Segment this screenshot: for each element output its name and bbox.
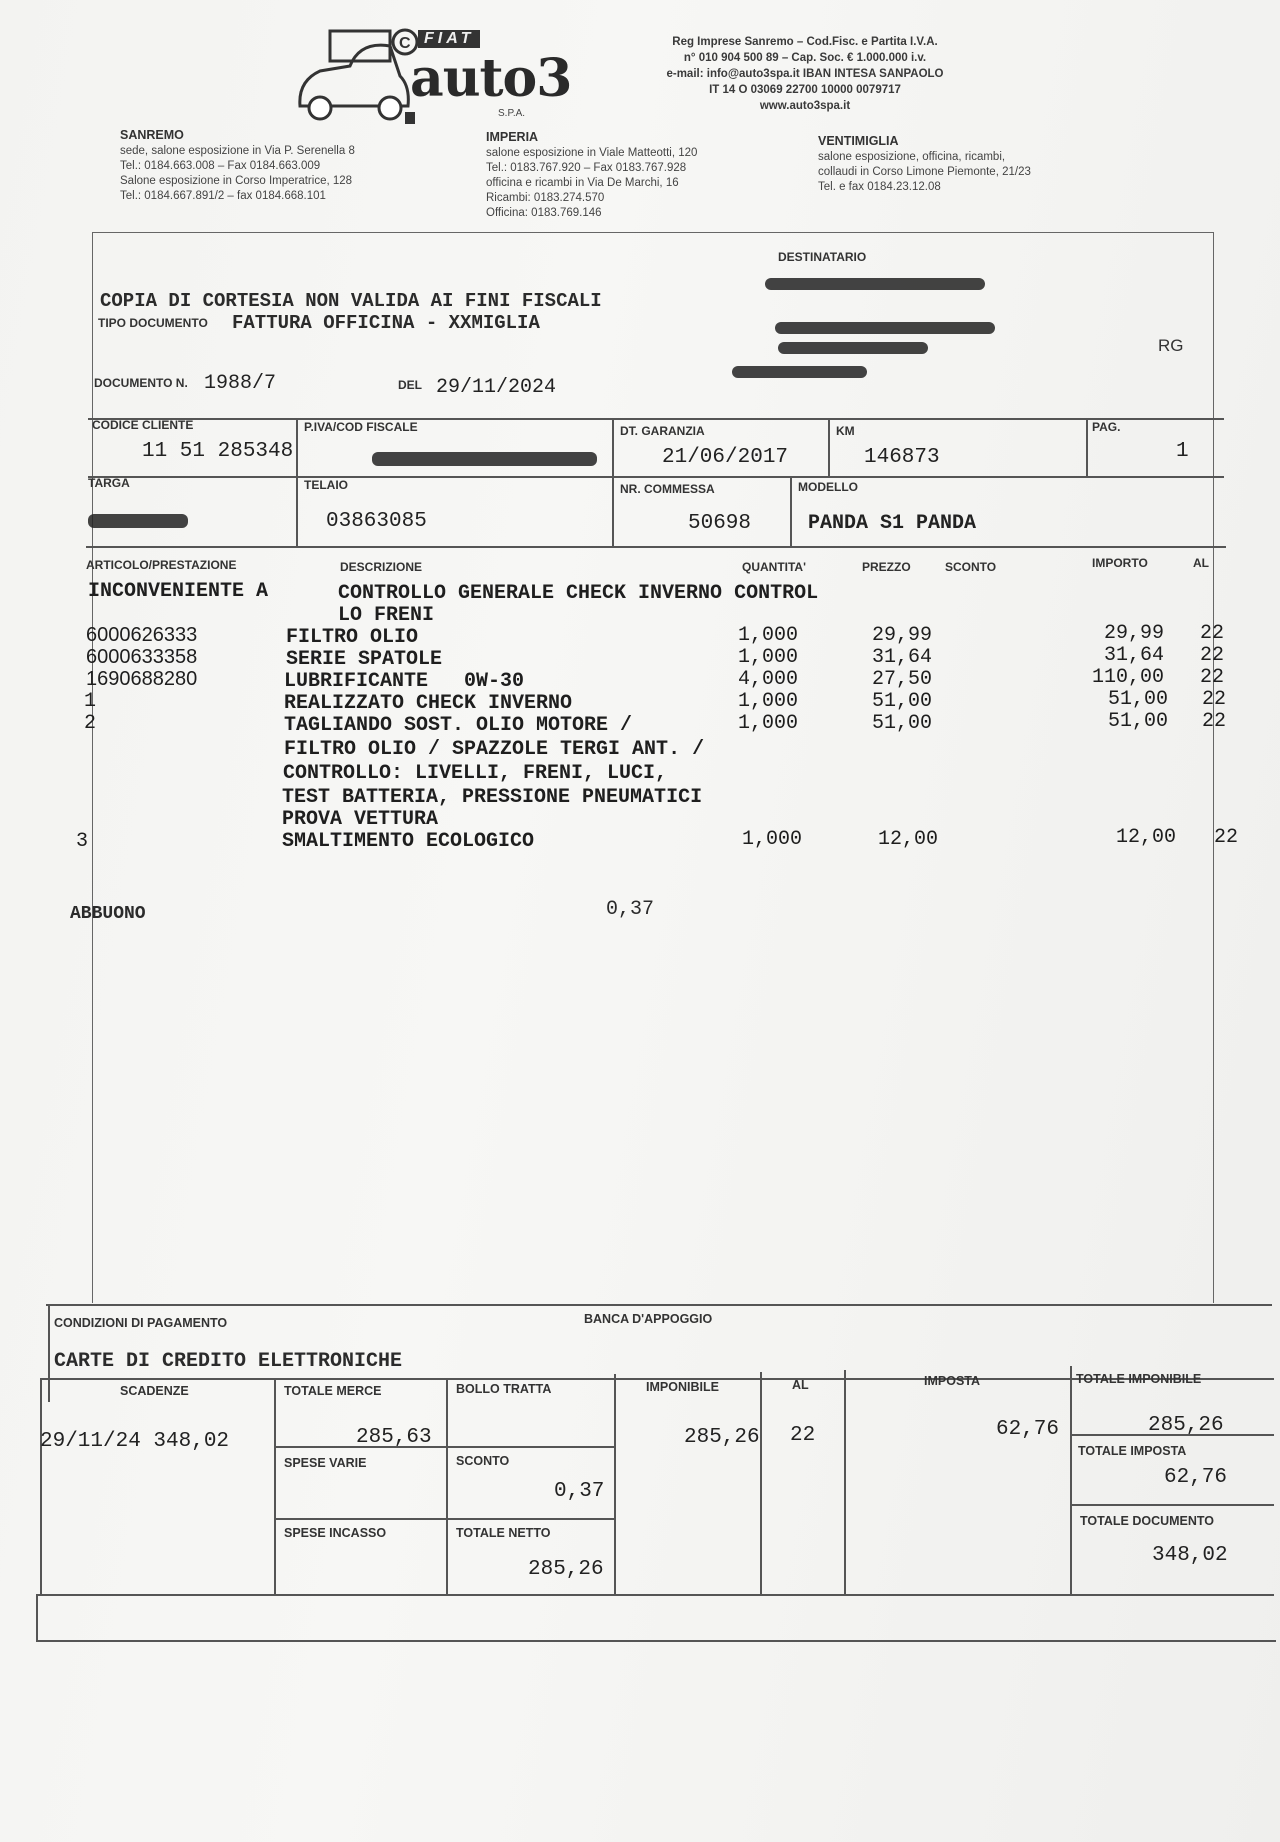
grid-line (828, 418, 830, 478)
line-qty: 1,000 (737, 690, 798, 713)
grid-line (88, 418, 1224, 420)
grid-line (614, 1374, 616, 1594)
branch-line: Tel. e fax 0184.23.12.08 (818, 181, 941, 193)
line-price: 29,99 (871, 624, 932, 647)
al-footer-value: 22 (790, 1424, 816, 1447)
line-code: 3 (76, 830, 89, 853)
grid-line (36, 1640, 1276, 1642)
line-desc: TEST BATTERIA, PRESSIONE PNEUMATICI (282, 786, 703, 809)
redacted-recipient (775, 322, 995, 334)
branch-line: Tel.: 0184.663.008 – Fax 0184.663.009 (120, 160, 321, 172)
redacted-targa (88, 514, 188, 528)
line-desc: SERIE SPATOLE (286, 648, 443, 671)
sconto-label: SCONTO (456, 1454, 510, 1468)
line-code: 6000626333 (86, 624, 198, 646)
telaio-value: 03863085 (326, 510, 427, 533)
line-desc: LO FRENI (338, 604, 435, 627)
al-footer-label: AL (792, 1378, 809, 1392)
line-desc: LUBRIFICANTE 0W-30 (284, 670, 525, 693)
company-line: IT 14 O 03069 22700 10000 0079717 (709, 84, 901, 96)
branch-ventimiglia (818, 134, 1031, 195)
line-desc: REALIZZATO CHECK INVERNO (284, 692, 573, 715)
copy-note: COPIA DI CORTESIA NON VALIDA AI FINI FISCALI (100, 290, 602, 312)
documento-number: 1988/7 (204, 372, 277, 395)
totale-merce-value: 285,63 (356, 1426, 432, 1449)
tot-imposta-value: 62,76 (1164, 1466, 1228, 1489)
line-qty: 1,000 (737, 624, 798, 647)
line-desc: TAGLIANDO SOST. OLIO MOTORE / (284, 714, 633, 737)
line-code: 1690688280 (86, 668, 198, 690)
abbuono-value: 0,37 (606, 898, 655, 921)
tot-documento-value: 348,02 (1152, 1544, 1228, 1567)
grid-line (612, 418, 614, 546)
grid-line (274, 1378, 276, 1594)
codice-cliente-label: CODICE CLIENTE (92, 418, 194, 432)
redacted-recipient (778, 342, 928, 354)
imponibile-label: IMPONIBILE (646, 1380, 719, 1394)
line-price: 51,00 (871, 690, 932, 713)
company-line: e-mail: info@auto3spa.it IBAN INTESA SANPAOLO (666, 68, 944, 80)
line-price: 31,64 (871, 646, 932, 669)
spese-incasso-label: SPESE INCASSO (284, 1526, 387, 1540)
grid-line (38, 1594, 1274, 1596)
branch-line: Tel.: 0184.667.891/2 – fax 0184.668.101 (120, 190, 326, 202)
grid-line (844, 1370, 846, 1594)
branch-name: VENTIMIGLIA (818, 134, 899, 148)
pag-value: 1 (1176, 440, 1189, 463)
grid-line (36, 1594, 38, 1640)
condizioni-value: CARTE DI CREDITO ELETTRONICHE (54, 1350, 403, 1373)
branch-name: IMPERIA (486, 130, 539, 144)
line-desc: SMALTIMENTO ECOLOGICO (282, 830, 535, 853)
line-amount: 51,00 (1107, 710, 1168, 733)
company-line: Reg Imprese Sanremo – Cod.Fisc. e Partita I.V.A. (672, 36, 938, 48)
grid-line (88, 476, 1224, 478)
tipo-documento-label: TIPO DOCUMENTO (98, 316, 208, 330)
line-code: 1 (84, 690, 97, 713)
branch-name: SANREMO (120, 128, 184, 142)
col-articolo: ARTICOLO/PRESTAZIONE (86, 558, 237, 572)
scadenze-value: 29/11/24 348,02 (40, 1430, 230, 1453)
pag-label: PAG. (1092, 420, 1121, 434)
line-amount: 12,00 (1115, 826, 1176, 849)
grid-line (760, 1372, 762, 1594)
garanzia-label: DT. GARANZIA (620, 424, 705, 438)
col-sconto: SCONTO (945, 560, 997, 574)
grid-line (1070, 1366, 1072, 1594)
grid-line (40, 1378, 42, 1594)
line-qty: 4,000 (737, 668, 798, 691)
imposta-value: 62,76 (996, 1418, 1060, 1441)
totale-netto-value: 285,26 (528, 1558, 604, 1581)
document-date: 29/11/2024 (436, 376, 557, 399)
grid-line (790, 476, 792, 546)
line-code: 6000633358 (86, 646, 198, 668)
col-al: AL (1193, 556, 1209, 570)
line-price: 51,00 (871, 712, 932, 735)
bollo-label: BOLLO TRATTA (456, 1382, 552, 1396)
line-desc: PROVA VETTURA (282, 808, 439, 831)
grid-line (86, 546, 1226, 548)
line-amount: 31,64 (1103, 644, 1164, 667)
grid-line (446, 1378, 448, 1594)
km-value: 146873 (864, 446, 940, 469)
del-label: DEL (398, 378, 422, 392)
branch-line: Tel.: 0183.767.920 – Fax 0183.767.928 (486, 162, 687, 174)
col-importo: IMPORTO (1092, 556, 1148, 570)
line-code: 2 (84, 712, 97, 735)
grid-line (48, 1306, 50, 1402)
codice-cliente-value: 11 51 285348 (142, 440, 294, 463)
line-vat: 22 (1200, 666, 1225, 689)
scadenze-label: SCADENZE (120, 1384, 189, 1398)
branch-line: officina e ricambi in Via De Marchi, 16 (486, 177, 679, 189)
col-descrizione: DESCRIZIONE (340, 560, 423, 574)
branch-line: salone esposizione, officina, ricambi, (818, 151, 1006, 163)
condizioni-label: CONDIZIONI DI PAGAMENTO (54, 1316, 228, 1330)
documento-label: DOCUMENTO N. (94, 376, 188, 390)
modello-label: MODELLO (798, 480, 858, 494)
sconto-value: 0,37 (554, 1480, 605, 1503)
line-desc: CONTROLLO: LIVELLI, FRENI, LUCI, (283, 762, 668, 785)
line-vat: 22 (1200, 644, 1225, 667)
tot-documento-label: TOTALE DOCUMENTO (1080, 1514, 1215, 1528)
fiat-mark: FIAT (418, 30, 480, 48)
branch-imperia (486, 130, 697, 221)
company-line: n° 010 904 500 89 – Cap. Soc. € 1.000.000 i.v. (683, 52, 927, 64)
company-info (640, 34, 970, 114)
piva-label: P.IVA/COD FISCALE (304, 420, 418, 434)
grid-line (1072, 1504, 1274, 1506)
branch-line: sede, salone esposizione in Via P. Serenella 8 (120, 145, 355, 157)
line-vat: 22 (1200, 622, 1225, 645)
commessa-value: 50698 (688, 512, 752, 535)
province-code: RG (1158, 336, 1184, 355)
brand-name: auto3 (410, 48, 572, 109)
grid-line (276, 1518, 614, 1520)
imposta-label: IMPOSTA (924, 1374, 981, 1388)
abbuono-label: ABBUONO (70, 904, 146, 924)
commessa-label: NR. COMMESSA (620, 482, 715, 496)
imponibile-value: 285,26 (684, 1426, 760, 1449)
line-vat: 22 (1214, 826, 1239, 849)
line-amount: 110,00 (1091, 666, 1164, 689)
totale-netto-label: TOTALE NETTO (456, 1526, 551, 1540)
line-amount: 51,00 (1107, 688, 1168, 711)
branch-line: salone esposizione in Viale Matteotti, 120 (486, 147, 698, 159)
modello-value: PANDA S1 PANDA (808, 512, 977, 535)
grid-line (1086, 418, 1088, 478)
line-desc: FILTRO OLIO / SPAZZOLE TERGI ANT. / (284, 738, 705, 761)
tipo-documento-value: FATTURA OFFICINA - XXMIGLIA (232, 312, 540, 334)
tot-imponibile-value: 285,26 (1148, 1414, 1224, 1437)
svg-text:C: C (399, 35, 411, 52)
line-desc: FILTRO OLIO (286, 626, 419, 649)
grid-line (276, 1446, 614, 1448)
branch-line: Officina: 0183.769.146 (486, 207, 602, 219)
totale-merce-label: TOTALE MERCE (284, 1384, 382, 1398)
line-qty: 1,000 (741, 828, 802, 851)
redacted-piva (372, 452, 597, 466)
branch-line: Ricambi: 0183.274.570 (486, 192, 605, 204)
redacted-recipient (732, 366, 867, 378)
tot-imposta-label: TOTALE IMPOSTA (1078, 1444, 1187, 1458)
spese-varie-label: SPESE VARIE (284, 1456, 367, 1470)
line-desc: CONTROLLO GENERALE CHECK INVERNO CONTROL (338, 582, 819, 605)
tot-imponibile-label: TOTALE IMPONIBILE (1076, 1372, 1202, 1386)
grid-line (296, 418, 298, 546)
line-price: 12,00 (877, 828, 938, 851)
col-quantita: QUANTITA' (742, 560, 806, 574)
line-code: INCONVENIENTE A (88, 580, 269, 603)
garanzia-value: 21/06/2017 (662, 446, 789, 469)
telaio-label: TELAIO (304, 478, 348, 492)
branch-line: Salone esposizione in Corso Imperatrice, 128 (120, 175, 353, 187)
col-prezzo: PREZZO (862, 560, 911, 574)
line-qty: 1,000 (737, 646, 798, 669)
line-vat: 22 (1202, 710, 1227, 733)
branch-line: collaudi in Corso Limone Piemonte, 21/23 (818, 166, 1031, 178)
line-price: 27,50 (871, 668, 932, 691)
km-label: KM (836, 424, 855, 438)
line-amount: 29,99 (1103, 622, 1164, 645)
destinatario-label: DESTINATARIO (778, 250, 867, 264)
branch-sanremo (120, 128, 355, 204)
brand-subtitle: S.P.A. (498, 108, 526, 119)
banca-label: BANCA D'APPOGGIO (584, 1312, 713, 1326)
targa-label: TARGA (88, 476, 130, 490)
line-qty: 1,000 (737, 712, 798, 735)
grid-line (46, 1304, 1272, 1306)
line-vat: 22 (1202, 688, 1227, 711)
company-line: www.auto3spa.it (759, 100, 851, 112)
redacted-recipient (765, 278, 985, 290)
